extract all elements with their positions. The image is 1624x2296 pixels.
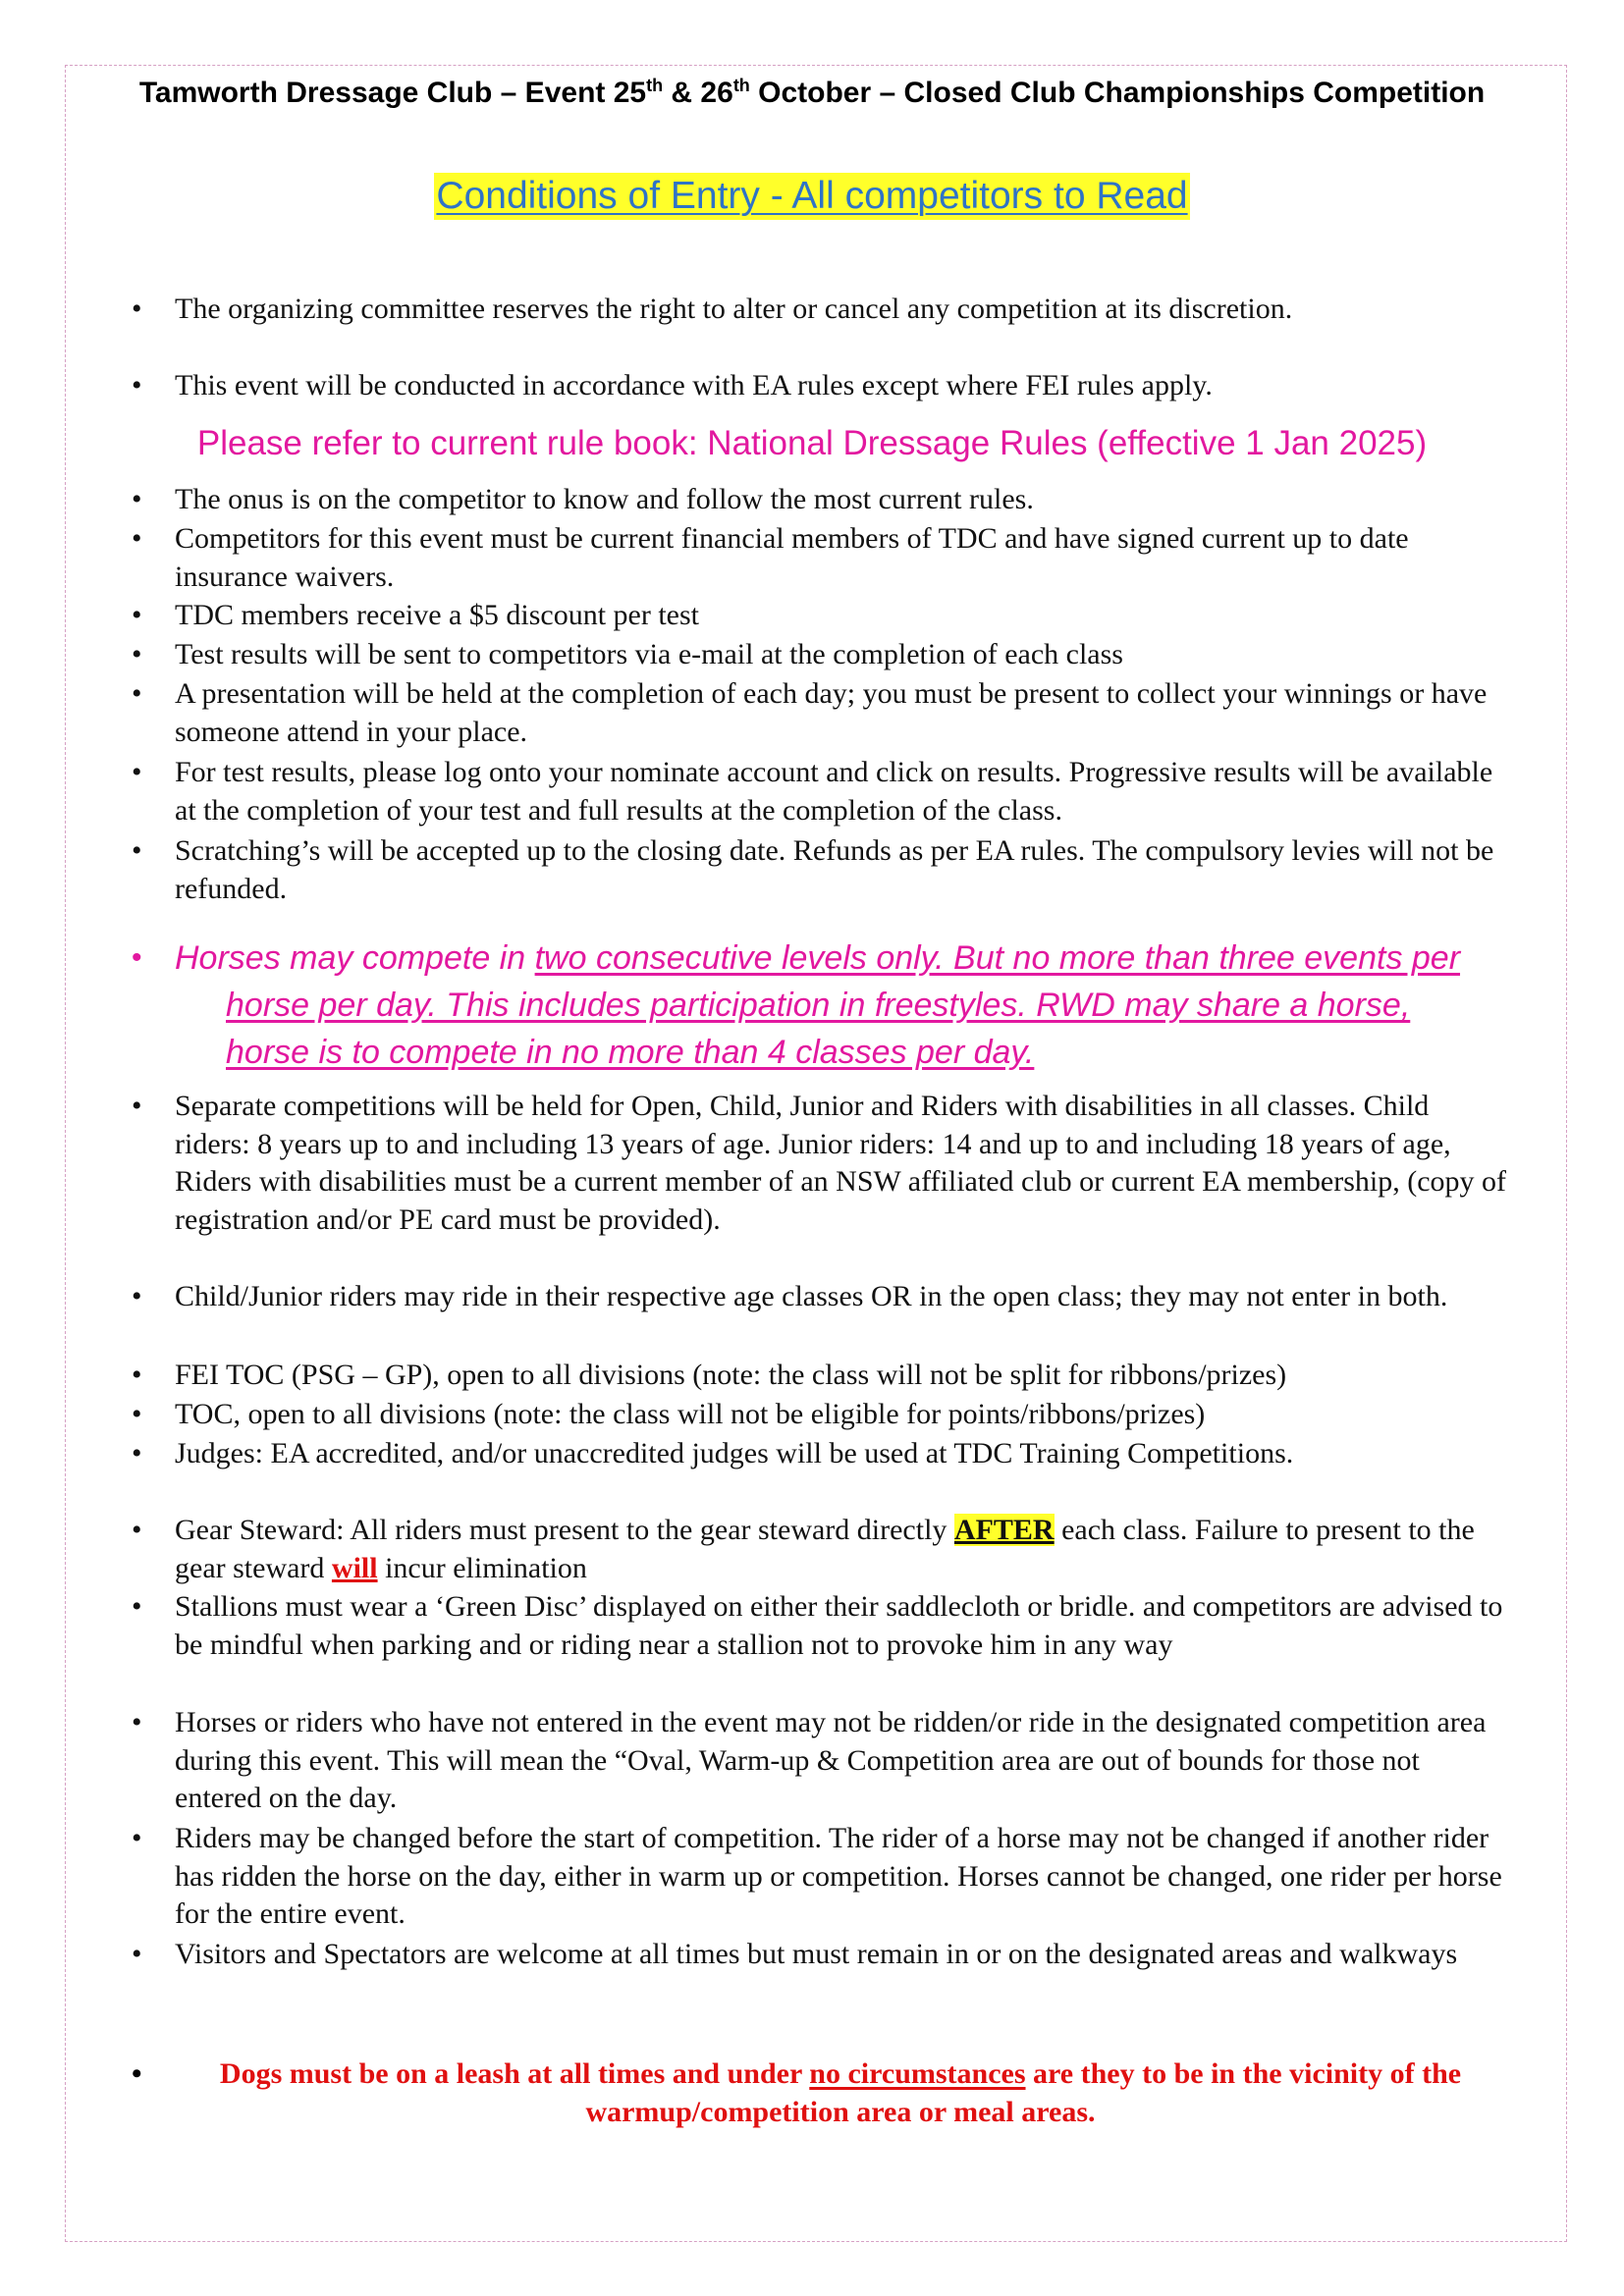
list-item: • For test results, please log onto your nominate account and click on results. Progressive results will be available at the completion of your test and full results at the completion of the class. [175, 754, 1510, 829]
after-highlight: AFTER [953, 1514, 1055, 1546]
dogs-rule-item: • Dogs must be on a leash at all times and under no circumstances are they to be in the vicinity of the warmup/competition area or meal areas. [183, 2056, 1498, 2131]
horses-rule-text: • Horses may compete in two consecutive levels only. But no more than three events per horse per day. This includes participation in freestyles. RWD may share a horse, horse is to compete in no more than 4 classes per day. [175, 939, 1461, 1071]
list-item: • A presentation will be held at the completion of each day; you must be present to collect your winnings or have someone attend in your place. [175, 675, 1510, 751]
list-item: • Test results will be sent to competitors via e-mail at the completion of each class [175, 636, 1510, 674]
list-item: • Scratching’s will be accepted up to the closing date. Refunds as per EA rules. The compulsory levies will not be refunded. [175, 832, 1510, 908]
list-item: • Separate competitions will be held for Open, Child, Junior and Riders with disabilities in all classes. Child riders: 8 years up to and including 13 years of age. Junior riders: 14 and up to and including 18 years of age, Riders with disabilities must be a current member of an NSW affiliated club or current EA membership, (copy of registration and/or PE card must be provided). [175, 1088, 1510, 1239]
list-item: • This event will be conducted in accordance with EA rules except where FEI rules apply. [175, 367, 1510, 405]
list-item: • Judges: EA accredited, and/or unaccredited judges will be used at TDC Training Competitions. [175, 1435, 1510, 1473]
list-item: • Child/Junior riders may ride in their respective age classes OR in the open class; they may not enter in both. [175, 1278, 1510, 1316]
list-item: • Stallions must wear a ‘Green Disc’ displayed on either their saddlecloth or bridle. and competitors are advised to be mindful when parking and or riding near a stallion not to provoke him in any way [175, 1588, 1510, 1664]
list-item: • Competitors for this event must be current financial members of TDC and have signed current up to date insurance waivers. [175, 520, 1510, 596]
document-header: Tamworth Dressage Club – Event 25th & 26th October – Closed Club Championships Competition [138, 76, 1486, 109]
list-item: • Visitors and Spectators are welcome at all times but must remain in or on the designated areas and walkways [175, 1936, 1510, 1974]
list-item: • TOC, open to all divisions (note: the class will not be eligible for points/ribbons/prizes) [175, 1396, 1510, 1434]
rule-book-reference: Please refer to current rule book: National Dressage Rules (effective 1 Jan 2025) [196, 424, 1428, 462]
list-item: • Horses or riders who have not entered in the event may not be ridden/or ride in the designated competition area during this event. This will mean the “Oval, Warm-up & Competition area are out of bounds for those not entered on the day. [175, 1704, 1510, 1818]
page-title: Conditions of Entry - All competitors to Read [434, 173, 1189, 220]
list-item: • Riders may be changed before the start of competition. The rider of a horse may not be changed if another rider has ridden the horse on the day, either in warm up or competition. Horses cannot be changed, one rider per horse for the entire event. [175, 1820, 1510, 1934]
will-emphasis: will [331, 1551, 378, 1584]
list-item: • The organizing committee reserves the right to alter or cancel any competition at its discretion. [175, 291, 1510, 329]
horses-rule-item [175, 934, 1490, 1076]
list-item: • FEI TOC (PSG – GP), open to all divisions (note: the class will not be split for ribbons/prizes) [175, 1357, 1510, 1395]
list-item: • The onus is on the competitor to know and follow the most current rules. [175, 481, 1510, 519]
list-item: • TDC members receive a $5 discount per test [175, 597, 1510, 635]
title-wrap [0, 173, 1624, 220]
gear-steward-item: • Gear Steward: All riders must present to the gear steward directly AFTER each class. Failure to present to the gear steward will incur elimination [175, 1512, 1510, 1587]
